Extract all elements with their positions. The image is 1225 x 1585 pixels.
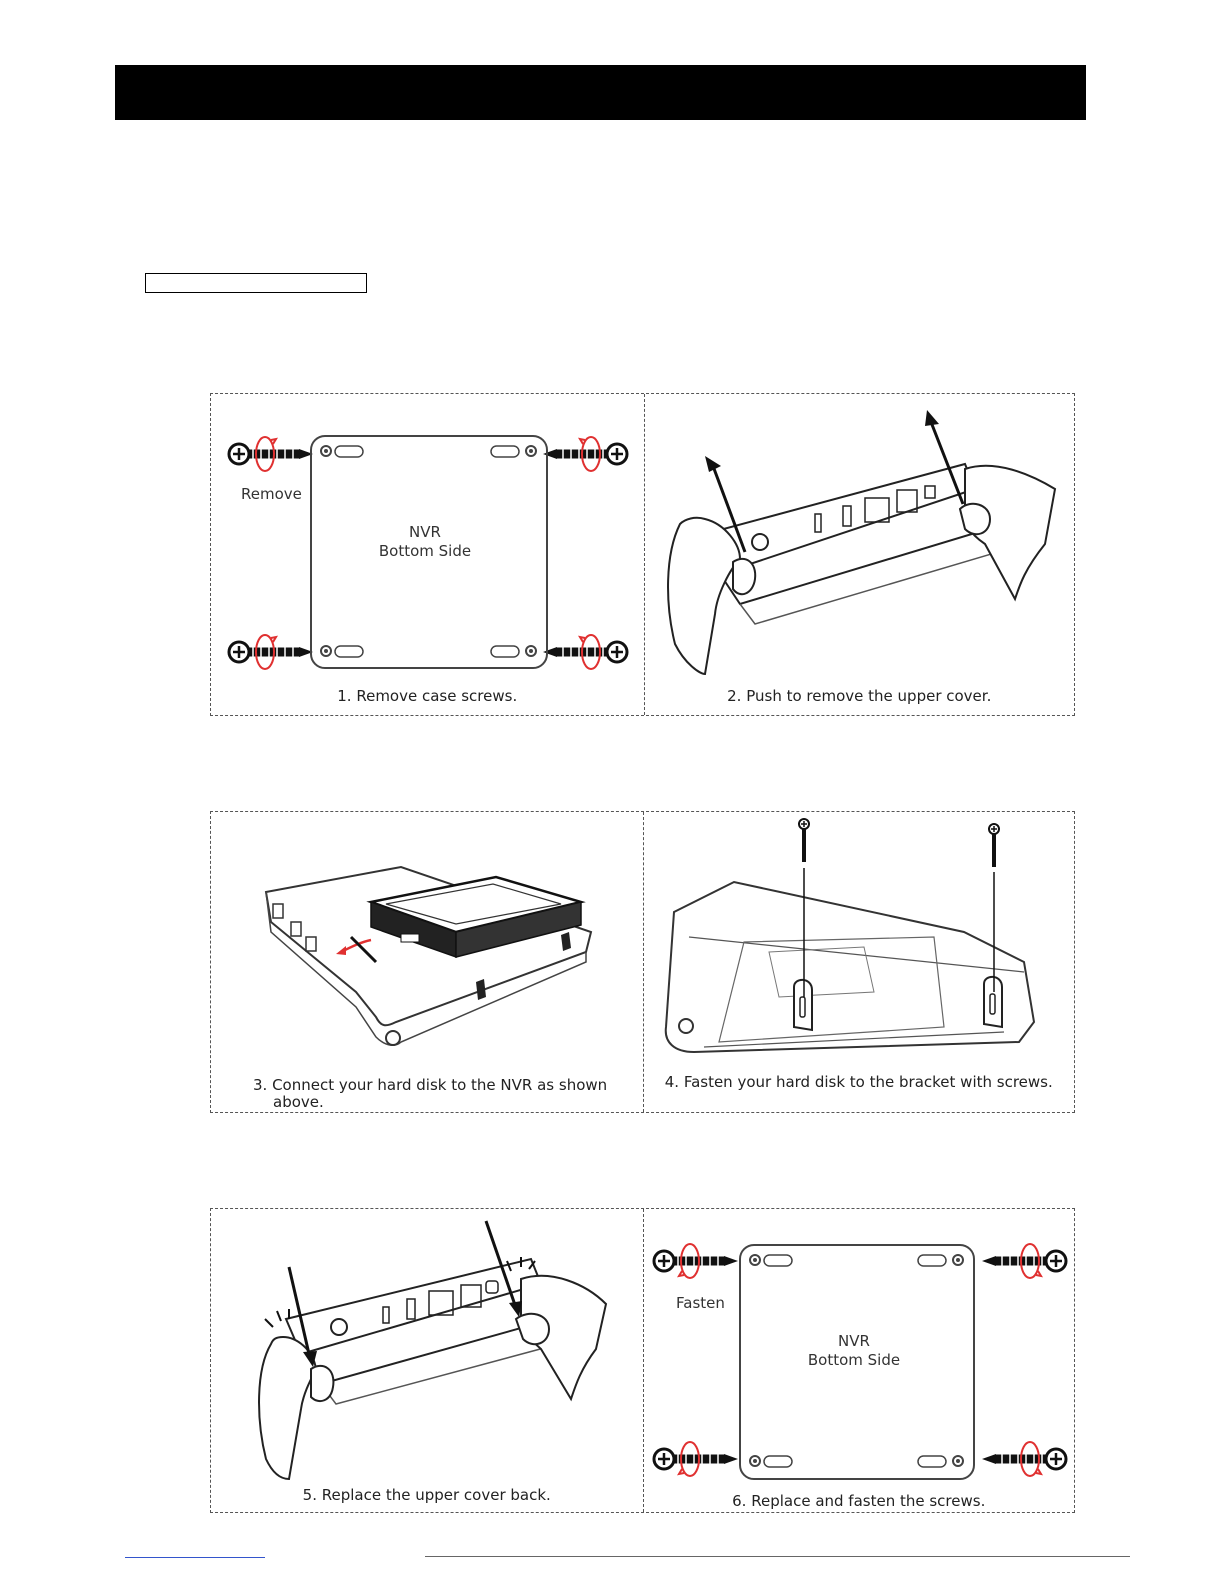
footer-rule — [425, 1556, 1130, 1557]
panel-row-3 — [210, 1208, 1075, 1513]
panel-row-2 — [210, 811, 1075, 1113]
step-3-caption-line-2: above. — [273, 1093, 324, 1111]
step-4-panel — [643, 812, 1075, 1112]
step-5-caption: 5. Replace the upper cover back. — [302, 1486, 551, 1504]
screw-icon — [229, 437, 313, 471]
remove-label: Remove — [241, 485, 302, 503]
screw-icon — [654, 1442, 738, 1476]
footer-link-underline — [125, 1557, 265, 1558]
screw-icon — [543, 635, 627, 669]
screw-icon — [229, 635, 313, 669]
step-6-illustration — [644, 1209, 1076, 1514]
step-2-panel — [644, 394, 1075, 715]
screw-icon — [982, 1244, 1066, 1278]
step-2-caption: 2. Push to remove the upper cover. — [727, 687, 992, 705]
fasten-label: Fasten — [675, 1294, 725, 1312]
screw-icon — [654, 1244, 738, 1278]
screw-icon — [982, 1442, 1066, 1476]
bottom-side-label: Bottom Side — [378, 542, 472, 560]
step-1-panel — [211, 394, 644, 715]
step-1-illustration — [211, 394, 645, 717]
step-2-illustration — [645, 394, 1076, 717]
section-header-bar — [115, 65, 1086, 120]
step-4-illustration — [644, 812, 1075, 1114]
step-5-illustration — [211, 1209, 644, 1514]
screw-icon — [543, 437, 627, 471]
nvr-label: NVR — [409, 523, 441, 541]
section-label-box — [145, 273, 367, 293]
step-3-illustration — [211, 812, 643, 1114]
step-6-caption: 6. Replace and fasten the screws. — [732, 1492, 986, 1510]
step-4-caption: 4. Fasten your hard disk to the bracket with screws. — [664, 1073, 1053, 1091]
step-3-caption-line-1: 3. Connect your hard disk to the NVR as shown — [253, 1076, 608, 1094]
step-3-panel — [211, 812, 643, 1112]
nvr-label: NVR — [837, 1332, 870, 1350]
step-6-panel — [643, 1209, 1075, 1512]
panel-row-1 — [210, 393, 1075, 716]
step-5-panel — [211, 1209, 643, 1512]
step-1-caption: 1. Remove case screws. — [337, 687, 518, 705]
bottom-side-label: Bottom Side — [807, 1351, 900, 1369]
step-3-caption — [211, 1077, 643, 1111]
